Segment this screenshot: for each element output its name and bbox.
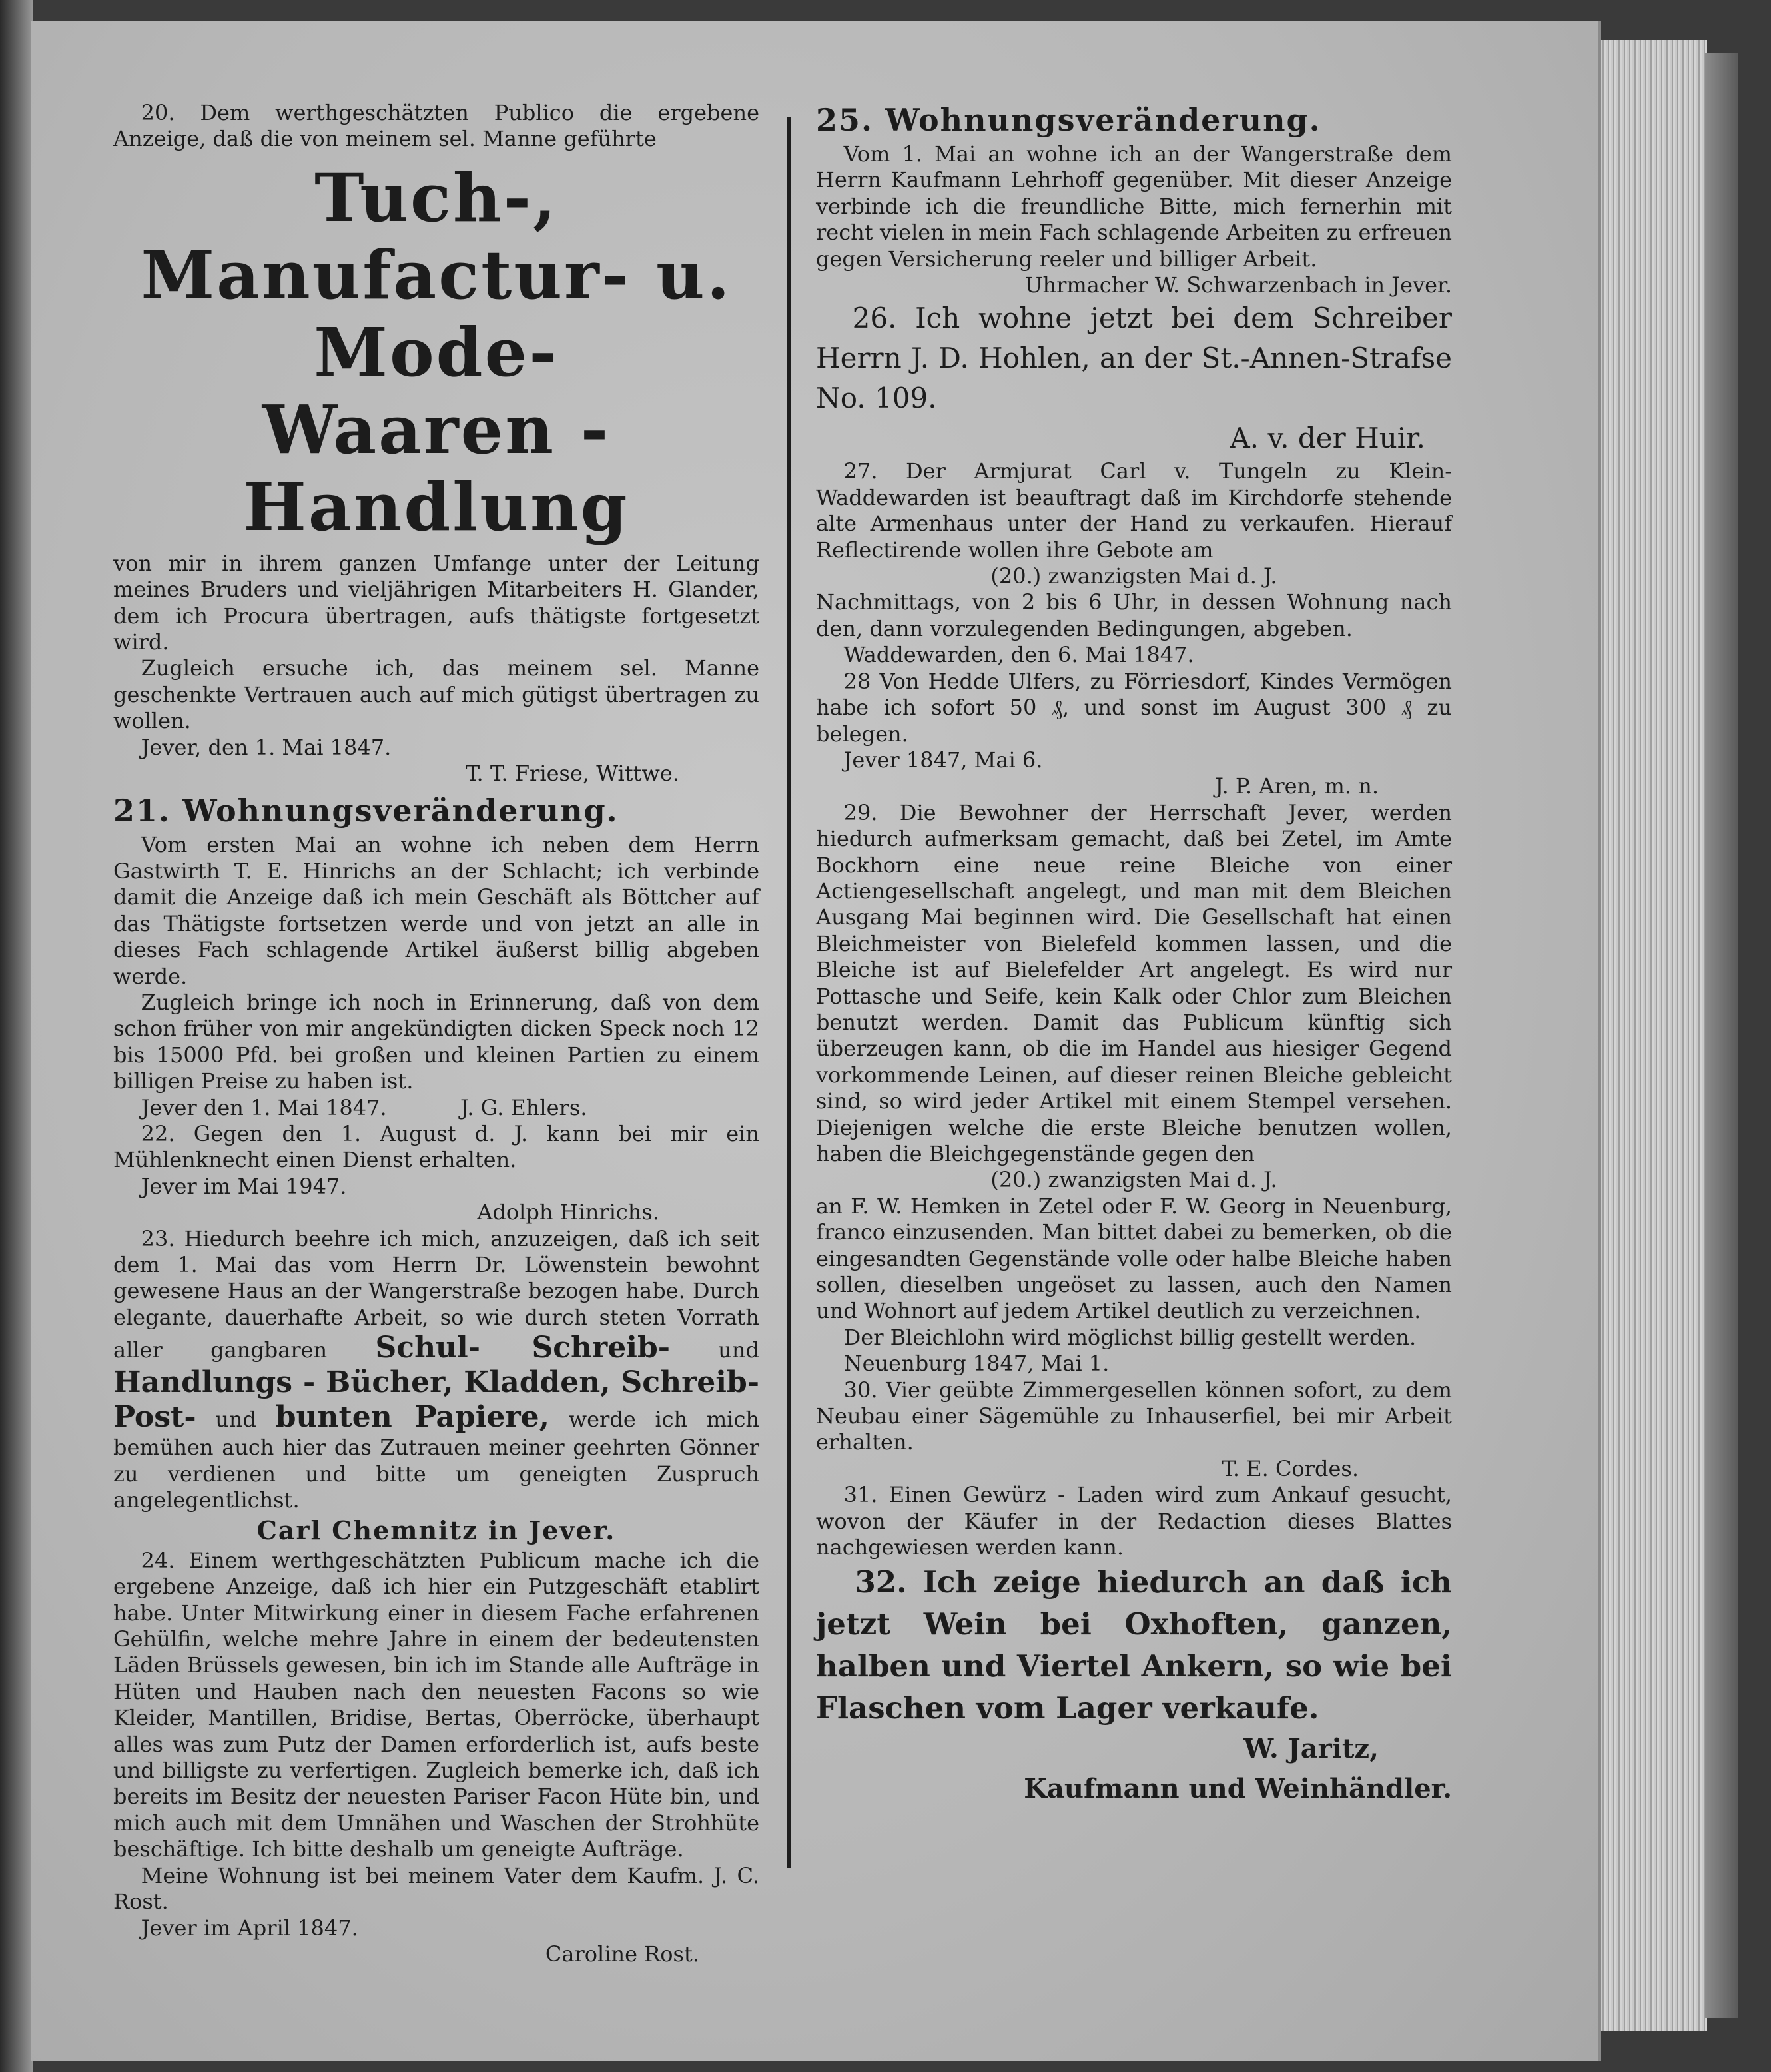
notice-20-intro: 20. Dem werthgeschätzten Publico die ergebene Anzeige, daß die von meinem sel. Manne geführte xyxy=(113,100,759,152)
notice-30-signature: T. E. Cordes. xyxy=(1222,1455,1359,1481)
notice-20-dateline: Jever, den 1. Mai 1847. xyxy=(141,734,392,760)
notice-25-heading: 25. Wohnungsveränderung. xyxy=(816,102,1321,138)
notice-22 xyxy=(113,1121,759,1226)
notice-21-dateline xyxy=(113,1095,759,1121)
notice-21 xyxy=(113,791,759,1120)
notice-30-p1: 30. Vier geübte Zimmergesellen können sofort, zu dem Neubau einer Sägemühle zu Inhauserfiel, bei mir Arbeit erhalten. xyxy=(816,1377,1452,1455)
notice-20-body2: Zugleich ersuche ich, das meinem sel. Manne geschenkte Vertrauen auch auf mich gütigst übertragen zu wollen. xyxy=(113,655,759,734)
notice-20-signature: T. T. Friese, Wittwe. xyxy=(465,761,679,787)
title-line-3: Waaren - Handlung xyxy=(243,390,629,546)
notice-30 xyxy=(816,1377,1452,1483)
notice-23-body xyxy=(113,1226,759,1514)
notice-29-date: (20.) zwanzigsten Mai d. J. xyxy=(990,1167,1277,1193)
notice-29-p3: Der Bleichlohn wird möglichst billig gestellt werden. xyxy=(843,1324,1417,1350)
notice-21-date: Jever den 1. Mai 1847. xyxy=(141,1094,387,1120)
notice-28-signature: J. P. Aren, m. n. xyxy=(1215,773,1379,799)
right-column xyxy=(816,100,1452,1809)
notice-27-p1: 27. Der Armjurat Carl v. Tungeln zu Klein-Waddewarden ist beauftragt daß im Kirchdorfe stehende alte Armenhaus unter der Hand zu verkaufen. Hierauf Reflectirende wollen ihre Gebote am xyxy=(816,458,1452,563)
notice-26-p1: 26. Ich wohne jetzt bei dem Schreiber Herrn J. D. Hohlen, an der St.-Annen-Strafse No. 109. xyxy=(816,302,1452,415)
title-line-2: Manufactur- u. Mode- xyxy=(141,235,732,392)
notice-23-name: Carl Chemnitz in Jever. xyxy=(256,1515,616,1546)
notice-23-p1a: 23. Hiedurch beehre ich mich, anzuzeigen, daß ich seit dem 1. Mai das vom Herrn Dr. Löwenstein bewohnt gewesene Haus an der Wangerstraße bezogen habe. Durch elegante, dauerhafte Arbeit, so wie durch steten Vorrath aller gangbaren xyxy=(113,1225,759,1363)
left-column xyxy=(113,100,759,1967)
book-spine-shadow xyxy=(0,0,33,2072)
notice-25 xyxy=(816,100,1452,298)
notice-23-p1d: werde ich mich bemühen auch hier das Zutrauen meiner geehrten Gönner zu verdienen und bitte um geneigten Zuspruch angelegentlichst. xyxy=(113,1407,760,1513)
notice-26-signature: A. v. der Huir. xyxy=(1230,422,1425,455)
notice-24 xyxy=(113,1548,759,1968)
notice-29-p2: an F. W. Hemken in Zetel oder F. W. Georg in Neuenburg, franco einzusenden. Man bittet dabei zu bemerken, ob die eingesandten Gegenstände volle oder halbe Bleiche haben sollen, dieselben ungeöset zu lassen, auch den Namen und Wohnort auf jedem Artikel deutlich zu verzeichnen. xyxy=(816,1193,1452,1324)
column-divider xyxy=(787,117,791,1868)
notice-31-p1: 31. Einen Gewürz - Laden wird zum Ankauf gesucht, wovon der Käufer in der Redaction dieses Blattes nachgewiesen werden kann. xyxy=(816,1482,1452,1560)
notice-25-p1: Vom 1. Mai an wohne ich an der Wangerstraße dem Herrn Kaufmann Lehrhoff gegenüber. Mit dieser Anzeige verbinde ich die freundliche Bitte, mich fernerhin mit recht vielen in mein Fach schlagende Arbeiten zu erfreuen gegen Versicherung reeler und billiger Arbeit. xyxy=(816,141,1452,272)
notice-23-bold2: Handlungs - Bücher, Kladden, Schreib-Post- xyxy=(113,1365,759,1435)
notice-29-p1: 29. Die Bewohner der Herrschaft Jever, werden hiedurch aufmerksam gemacht, daß bei Zetel, im Amte Bockhorn eine neue reine Bleiche von einer Actiengesellschaft angelegt, und man mit dem Bleichen Ausgang Mai beginnen wird. Die Gesellschaft hat einen Bleichmeister von Bielefeld kommen lassen, und die Bleiche ist auf Bielefelder Art angelegt. Es wird nur Pottasche und Seife, kein Kalk oder Chlor zum Bleichen benutzt werden. Damit das Publicum künftig sich überzeugen kann, ob die im Handel aus hiesiger Gegend vorkommende Leinen, auf dieser reinen Bleiche gebleicht sind, so wird jeder Artikel mit einem Stempel versehen. Diejenigen welche die erste Bleiche benutzen wollen, haben die Bleichgegenstände gegen den xyxy=(816,799,1452,1166)
notice-31 xyxy=(816,1482,1452,1560)
notice-24-p2: Meine Wohnung ist bei meinem Vater dem Kaufm. J. C. Rost. xyxy=(113,1862,759,1915)
notice-28-dateline: Jever 1847, Mai 6. xyxy=(843,747,1043,773)
notice-28 xyxy=(816,669,1452,800)
notice-27 xyxy=(816,458,1452,668)
notice-32-p1: 32. Ich zeige hiedurch an daß ich jetzt Wein bei Oxhoften, ganzen, halben und Viertel Ankern, so wie bei Flaschen vom Lager verkaufe. xyxy=(816,1564,1452,1726)
notice-22-p1: 22. Gegen den 1. August d. J. kann bei mir ein Mühlenknecht einen Dienst erhalten. xyxy=(113,1120,759,1173)
notice-23-p1c: und xyxy=(215,1407,257,1433)
notice-29-dateline: Neuenburg 1847, Mai 1. xyxy=(843,1351,1110,1377)
notice-27-p2: Nachmittags, von 2 bis 6 Uhr, in dessen Wohnung nach den, dann vorzulegenden Bedingungen, abgeben. xyxy=(816,589,1452,641)
notice-27-dateline: Waddewarden, den 6. Mai 1847. xyxy=(843,642,1194,668)
book-cover-edge xyxy=(1705,53,1738,2018)
notice-32-signature-name: W. Jaritz, xyxy=(1243,1732,1379,1764)
notice-23-bold3: bunten Papiere, xyxy=(275,1400,549,1435)
notice-23 xyxy=(113,1226,759,1544)
notice-27-date: (20.) zwanzigsten Mai d. J. xyxy=(990,563,1277,589)
page-stack-edge xyxy=(1598,40,1707,2031)
notice-21-p2: Zugleich bringe ich noch in Erinnerung, daß von dem schon früher von mir angekündigten dicken Speck noch 12 bis 15000 Pfd. bei großen und kleinen Partien zu einem billigen Preise zu haben ist. xyxy=(113,989,759,1094)
notice-21-heading: 21. Wohnungsveränderung. xyxy=(113,793,619,829)
notice-23-p1b: und xyxy=(718,1337,759,1363)
title-line-1: Tuch-, xyxy=(314,158,558,237)
notice-23-bold1: Schul- Schreib- xyxy=(375,1331,670,1365)
notice-24-dateline: Jever im April 1847. xyxy=(141,1915,358,1941)
notice-21-signature: J. G. Ehlers. xyxy=(460,1094,587,1120)
notice-24-p1: 24. Einem werthgeschätzten Publicum mache ich die ergebene Anzeige, daß ich hier ein Putzgeschäft etablirt habe. Unter Mitwirkung einer in diesem Fache erfahrenen Gehülfin, welche mehre Jahre in einem der bedeutensten Läden Brüssels gewesen, bin ich im Stande alle Aufträge in Hüten und Hauben nach den neuesten Facons so wie Kleider, Mantillen, Bridise, Bertas, Oberröcke, überhaupt alles was zum Putz der Damen erforderlich ist, aufs beste und billigste zu verfertigen. Zugleich bemerke ich, daß ich bereits im Besitz der neuesten Pariser Facon Hüte bin, und mich auch mit dem Umnähen und Waschen der Strohhüte beschäftige. Ich bitte deshalb um geneigte Aufträge. xyxy=(113,1547,759,1862)
notice-24-signature: Caroline Rost. xyxy=(545,1941,699,1967)
notice-20-body: von mir in ihrem ganzen Umfange unter der Leitung meines Bruders und vieljährigen Mitarbeiters H. Glander, dem ich Procura übertragen, aufs thätigste fortgesetzt wird. xyxy=(113,550,759,655)
notice-22-dateline: Jever im Mai 1947. xyxy=(141,1173,347,1199)
notice-28-p1: 28 Von Hedde Ulfers, zu Förriesdorf, Kindes Vermögen habe ich sofort 50 ₰, und sonst im August 300 ₰ zu belegen. xyxy=(816,668,1452,747)
notice-32-signature-title: Kaufmann und Weinhändler. xyxy=(1024,1772,1452,1804)
notice-25-signature: Uhrmacher W. Schwarzenbach in Jever. xyxy=(1024,272,1452,298)
notice-29 xyxy=(816,800,1452,1377)
notice-20 xyxy=(113,100,759,787)
notice-32 xyxy=(816,1561,1452,1809)
notice-20-title xyxy=(113,159,759,545)
notice-22-signature: Adolph Hinrichs. xyxy=(477,1200,659,1225)
notice-26 xyxy=(816,298,1452,458)
notice-21-p1: Vom ersten Mai an wohne ich neben dem Herrn Gastwirth T. E. Hinrichs an der Schlacht; ich verbinde damit die Anzeige daß ich mein Geschäft als Böttcher auf das Thätigste fortsetzen werde und von jetzt an alle in dieses Fach schlagende Artikel äußerst billig abgeben werde. xyxy=(113,832,759,989)
